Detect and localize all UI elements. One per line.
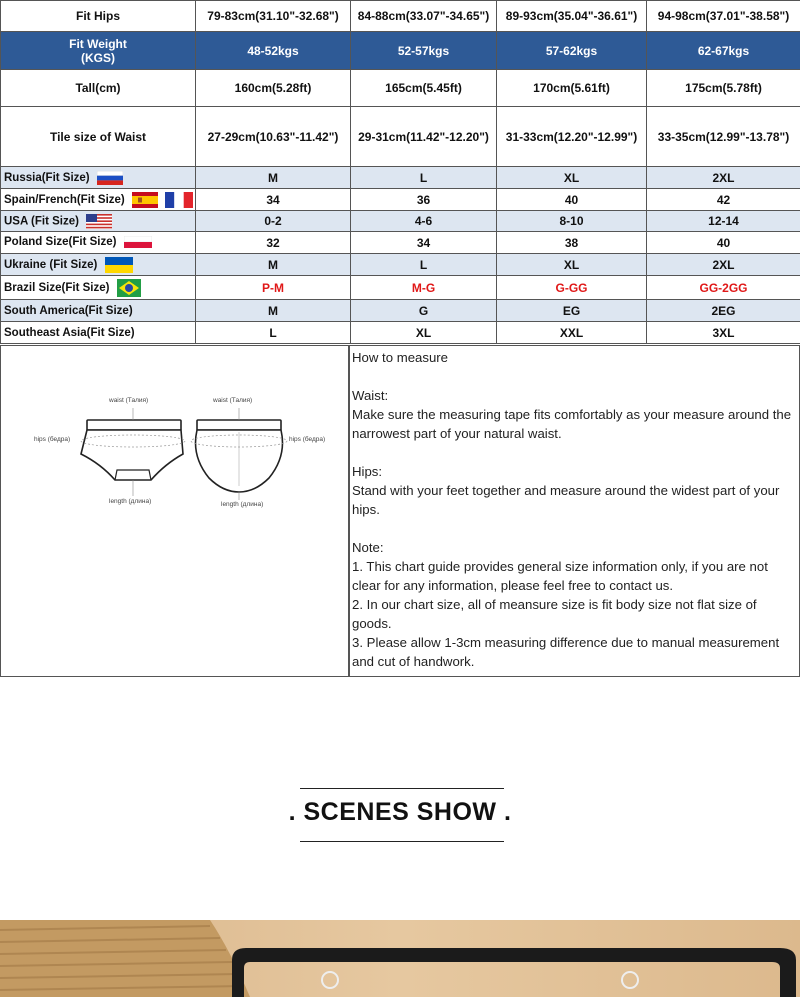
row-label	[1, 254, 196, 276]
cell: 79-83cm(31.10"-32.68")	[196, 1, 351, 32]
cell: 27-29cm(10.63"-11.42")	[196, 107, 351, 167]
divider-bottom	[300, 841, 504, 842]
cell: 12-14	[647, 211, 800, 232]
row-label	[1, 276, 196, 300]
cell: M	[196, 167, 351, 189]
note-item: 3. Please allow 1-3cm measuring difference due to manual measurement and cut of handwork.	[352, 635, 780, 669]
cell: 170cm(5.61ft)	[497, 70, 647, 107]
cell: 31-33cm(12.20"-12.99")	[497, 107, 647, 167]
cell: 52-57kgs	[351, 32, 497, 70]
spain-flag-icon	[132, 192, 158, 208]
front-waist-label: waist (Талия)	[109, 397, 149, 404]
cell: 32	[196, 232, 351, 254]
note-heading: Note:	[352, 540, 384, 555]
cell: 8-10	[497, 211, 647, 232]
cell: 57-62kgs	[497, 32, 647, 70]
cell: XL	[497, 167, 647, 189]
row-waist	[1, 107, 800, 167]
row-label-text: Poland Size(Fit Size)	[4, 236, 117, 249]
cell: L	[351, 254, 497, 276]
row-label	[1, 167, 196, 189]
row-tall	[1, 70, 800, 107]
row-label	[1, 32, 196, 70]
row-south-america	[1, 300, 800, 322]
back-length-label: length (длина)	[221, 501, 264, 508]
cell: 4-6	[351, 211, 497, 232]
note-item: 2. In our chart size, all of meansure size is fit body size not flat size of goods.	[352, 597, 757, 631]
front-length-label: length (длина)	[109, 498, 152, 505]
measure-title: How to measure	[352, 350, 449, 365]
scene-photo	[0, 920, 800, 997]
row-fit-hips	[1, 1, 800, 32]
russia-flag-icon	[97, 171, 123, 185]
row-fit-weight	[1, 32, 800, 70]
cell: L	[351, 167, 497, 189]
scene-photo-image	[0, 920, 800, 997]
cell: 36	[351, 189, 497, 211]
back-waist-label: waist (Талия)	[213, 397, 253, 404]
row-label: Tile size of Waist	[1, 107, 196, 167]
cell: G-GG	[497, 276, 647, 300]
cell: 40	[497, 189, 647, 211]
waist-instruction: Make sure the measuring tape fits comfortably as your measure around the narrowest part of your natural waist.	[352, 407, 792, 441]
cell: XL	[351, 322, 497, 344]
cell: G	[351, 300, 497, 322]
briefs-diagram-illustration	[1, 346, 348, 676]
cell: 40	[647, 232, 800, 254]
cell: M-G	[351, 276, 497, 300]
row-label	[1, 189, 196, 211]
row-label-text: Russia(Fit Size)	[4, 171, 90, 184]
cell: 42	[647, 189, 800, 211]
cell: 2EG	[647, 300, 800, 322]
row-label-text: Spain/French(Fit Size)	[4, 193, 125, 206]
row-label	[1, 232, 196, 254]
hips-heading: Hips:	[352, 464, 383, 479]
poland-flag-icon	[124, 236, 152, 248]
divider-top	[300, 788, 504, 789]
cell: P-M	[196, 276, 351, 300]
cell: L	[196, 322, 351, 344]
note-item: 1. This chart guide provides general size information only, if you are not clear for any information, please feel free to contact us.	[352, 559, 768, 593]
row-russia	[1, 167, 800, 189]
back-hips-label: hips (бедра)	[289, 436, 326, 443]
row-label-text: Brazil Size(Fit Size)	[4, 281, 110, 294]
ukraine-flag-icon	[105, 257, 133, 273]
cell: M	[196, 300, 351, 322]
row-label: South America(Fit Size)	[1, 300, 196, 322]
cell: 0-2	[196, 211, 351, 232]
cell: EG	[497, 300, 647, 322]
how-to-measure-text	[349, 345, 800, 677]
row-brazil	[1, 276, 800, 300]
row-label-text: USA (Fit Size)	[4, 215, 79, 228]
cell: 175cm(5.78ft)	[647, 70, 800, 107]
cell: 89-93cm(35.04"-36.61")	[497, 1, 647, 32]
row-poland	[1, 232, 800, 254]
row-label: Fit Hips	[1, 1, 196, 32]
row-usa	[1, 211, 800, 232]
cell: 3XL	[647, 322, 800, 344]
hips-instruction: Stand with your feet together and measure around the widest part of your hips.	[352, 483, 780, 517]
cell: M	[196, 254, 351, 276]
row-label: Tall(cm)	[1, 70, 196, 107]
france-flag-icon	[165, 192, 193, 208]
row-spain-french	[1, 189, 800, 211]
cell: 29-31cm(11.42"-12.20")	[351, 107, 497, 167]
cell: 34	[196, 189, 351, 211]
back-briefs-icon	[191, 408, 287, 500]
usa-flag-icon	[86, 214, 112, 229]
row-label: Southeast Asia(Fit Size)	[1, 322, 196, 344]
measurement-diagram	[0, 345, 349, 677]
row-label-line1: Fit Weight	[69, 36, 127, 51]
cell: 2XL	[647, 254, 800, 276]
cell: 33-35cm(12.99"-13.78")	[647, 107, 800, 167]
row-label-line2: (KGS)	[81, 50, 115, 65]
cell: 34	[351, 232, 497, 254]
brazil-flag-icon	[117, 279, 141, 297]
cell: 160cm(5.28ft)	[196, 70, 351, 107]
waist-heading: Waist:	[352, 388, 389, 403]
section-title: . SCENES SHOW .	[288, 798, 512, 826]
cell: GG-2GG	[647, 276, 800, 300]
row-ukraine	[1, 254, 800, 276]
cell: 2XL	[647, 167, 800, 189]
cell: 62-67kgs	[647, 32, 800, 70]
front-briefs-icon	[81, 408, 185, 496]
row-southeast-asia	[1, 322, 800, 344]
cell: XXL	[497, 322, 647, 344]
cell: 94-98cm(37.01"-38.58")	[647, 1, 800, 32]
size-chart-table	[0, 0, 800, 344]
cell: 38	[497, 232, 647, 254]
row-label	[1, 211, 196, 232]
row-label-text: Ukraine (Fit Size)	[4, 258, 98, 271]
cell: 84-88cm(33.07"-34.65")	[351, 1, 497, 32]
cell: XL	[497, 254, 647, 276]
cell: 165cm(5.45ft)	[351, 70, 497, 107]
front-hips-label: hips (бедра)	[34, 436, 71, 443]
cell: 48-52kgs	[196, 32, 351, 70]
